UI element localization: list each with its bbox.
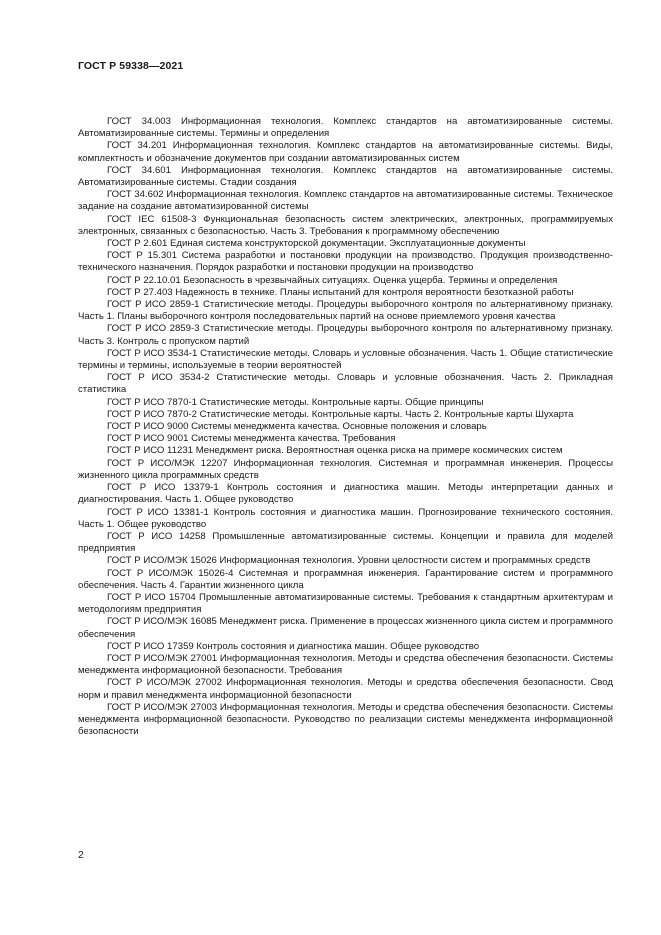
- reference-item: ГОСТ Р 27.403 Надежность в технике. Планы испытаний для контроля вероятности безотказной работы: [107, 286, 574, 298]
- reference-item: ГОСТ Р ИСО 11231 Менеджмент риска. Вероятностная оценка риска на примере космических систем: [107, 445, 563, 457]
- reference-item: ГОСТ Р ИСО/МЭК 12207 Информационная технология. Системная и программная инженерия. Процессы жизненного цикла программных средств: [78, 457, 613, 481]
- reference-item: ГОСТ Р ИСО 13381-1 Контроль состояния и диагностика машин. Прогнозирование технического состояния. Часть 1. Общее руководство: [78, 506, 613, 530]
- reference-item: ГОСТ Р ИСО 2859-1 Статистические методы. Процедуры выборочного контроля по альтернативному признаку. Часть 1. Планы выборочного контроля последовательных партий на основе приемлемого уровня качества: [78, 299, 613, 323]
- reference-item: ГОСТ Р ИСО 15704 Промышленные автоматизированные системы. Требования к стандартным архитектурам и методологиям предприятия: [78, 591, 613, 616]
- reference-item: ГОСТ Р ИСО 9000 Системы менеджмента качества. Основные положения и словарь: [107, 421, 487, 433]
- reference-item: ГОСТ 34.602 Информационная технология. Комплекс стандартов на автоматизированные системы. Техническое задание на создание автоматизированной системы: [78, 189, 613, 213]
- reference-item: ГОСТ Р ИСО 7870-2 Статистические методы. Контрольные карты. Часть 2. Контрольные карты Шухарта: [107, 408, 574, 420]
- normative-references-list: [78, 116, 613, 738]
- page-number: 2: [78, 849, 84, 861]
- reference-item: ГОСТ Р ИСО 2859-3 Статистические методы. Процедуры выборочного контроля по альтернативному признаку. Часть 3. Контроль с пропуском партий: [78, 323, 613, 347]
- reference-item: ГОСТ Р 22.10.01 Безопасность в чрезвычайных ситуациях. Оценка ущерба. Термины и определения: [107, 274, 558, 286]
- reference-item: ГОСТ Р ИСО 3534-2 Статистические методы. Словарь и условные обозначения. Часть 2. Прикладная статистика: [78, 372, 613, 396]
- reference-item: ГОСТ IEC 61508-3 Функциональная безопасность систем электрических, электронных, программируемых электронных, связанных с безопасностью. Часть 3. Требования к программному обеспечению: [78, 213, 613, 237]
- reference-item: ГОСТ Р ИСО 7870-1 Статистические методы. Контрольные карты. Общие принципы: [107, 396, 484, 408]
- reference-item: ГОСТ Р ИСО 14258 Промышленные автоматизированные системы. Концепции и правила для моделей предприятия: [78, 530, 613, 555]
- reference-item: ГОСТ Р ИСО/МЭК 15026 Информационная технология. Уровни целостности систем и программных средств: [107, 555, 591, 567]
- reference-item: ГОСТ Р ИСО 9001 Системы менеджмента качества. Требования: [107, 433, 396, 445]
- reference-item: ГОСТ Р ИСО/МЭК 15026-4 Системная и программная инженерия. Гарантирование систем и программного обеспечения. Часть 4. Гарантии жизненного цикла: [78, 567, 613, 591]
- reference-item: ГОСТ Р 2.601 Единая система конструкторской документации. Эксплуатационные документы: [107, 238, 526, 250]
- reference-item: ГОСТ Р ИСО/МЭК 27003 Информационная технология. Методы и средства обеспечения безопасности. Системы менеджмента информационной безопасности. Руководство по реализации системы менеджмента информационной безопасности: [78, 701, 613, 738]
- reference-item: ГОСТ 34.601 Информационная технология. Комплекс стандартов на автоматизированные системы. Автоматизированные системы. Стадии создания: [78, 164, 613, 189]
- reference-item: ГОСТ Р ИСО 17359 Контроль состояния и диагностика машин. Общее руководство: [107, 640, 480, 652]
- page-header: ГОСТ Р 59338—2021: [78, 60, 184, 72]
- reference-item: ГОСТ Р ИСО/МЭК 16085 Менеджмент риска. Применение в процессах жизненного цикла систем и программного обеспечения: [78, 616, 613, 640]
- reference-item: ГОСТ 34.003 Информационная технология. Комплекс стандартов на автоматизированные системы. Автоматизированные системы. Термины и определения: [78, 116, 613, 140]
- reference-item: ГОСТ Р 15.301 Система разработки и постановки продукции на производство. Продукция производственно-технического назначения. Порядок разработки и постановки продукции на производство: [78, 250, 613, 274]
- reference-item: ГОСТ Р ИСО/МЭК 27001 Информационная технология. Методы и средства обеспечения безопасности. Системы менеджмента информационной безопасности. Требования: [78, 652, 613, 677]
- reference-item: ГОСТ Р ИСО 13379-1 Контроль состояния и диагностика машин. Методы интерпретации данных и диагностирования. Часть 1. Общее руководство: [78, 482, 613, 506]
- reference-item: ГОСТ Р ИСО/МЭК 27002 Информационная технология. Методы и средства обеспечения безопасности. Свод норм и правил менеджмента информационной безопасности: [78, 677, 613, 701]
- reference-item: ГОСТ Р ИСО 3534-1 Статистические методы. Словарь и условные обозначения. Часть 1. Общие статистические термины и термины, используемые в теории вероятностей: [78, 347, 613, 372]
- reference-item: ГОСТ 34.201 Информационная технология. Комплекс стандартов на автоматизированные системы. Виды, комплектность и обозначение документов при создании автоматизированных систем: [78, 140, 613, 164]
